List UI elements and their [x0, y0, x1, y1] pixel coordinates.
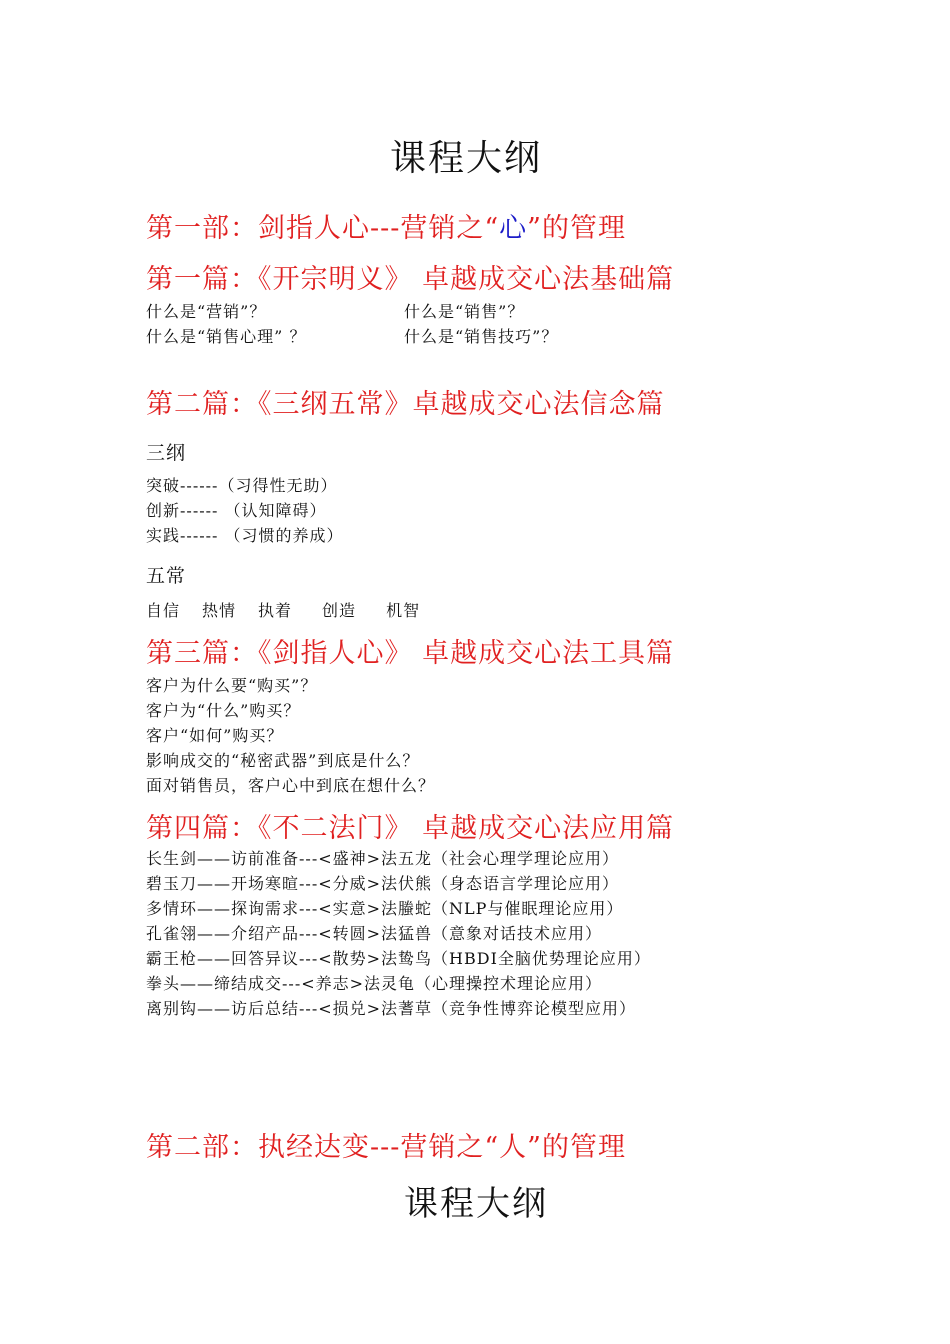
list-item: 长生剑——访前准备---<盛神>法五龙（社会心理学理论应用） [146, 849, 620, 868]
list-item: 霸王枪——回答异议---<散势>法鸷鸟（HBDI全脑优势理论应用） [146, 949, 651, 968]
chapter-three-list [146, 673, 435, 798]
list-item: 碧玉刀——开场寒暄---<分威>法伏熊（身态语言学理论应用） [146, 874, 620, 893]
list-item: 客户为“什么”购买？ [146, 701, 301, 720]
chapter-two-heading: 第二篇：《三纲五常》卓越成交心法信念篇 [146, 389, 665, 420]
wuchang-item: 机智 [386, 601, 421, 620]
wuchang-label: 五常 [146, 565, 187, 587]
list-item: 孔雀翎——介绍产品---<转圆>法猛兽（意象对话技术应用） [146, 924, 603, 943]
list-item: 面对销售员，客户心中到底在想什么？ [146, 776, 436, 795]
wuchang-list [146, 598, 442, 623]
part-one-highlight: 心 [499, 213, 528, 244]
list-item: 离别钩——访后总结---<损兑>法蓍草（竞争性博弈论模型应用） [146, 999, 637, 1018]
sangang-label: 三纲 [146, 442, 187, 464]
chapter-one-heading: 第一篇：《开宗明义》 卓越成交心法基础篇 [146, 264, 675, 295]
sangang-item: 实践------ （习惯的养成） [146, 526, 344, 545]
wuchang-item: 创造 [322, 601, 357, 620]
part-one-prefix: 第一部：剑指人心---营销之“ [146, 213, 500, 244]
chapter-three-heading: 第三篇：《剑指人心》 卓越成交心法工具篇 [146, 638, 675, 669]
part-two-heading: 第二部：执经达变---营销之“人”的管理 [146, 1132, 626, 1163]
list-item: 拳头——缔结成交---<养志>法灵龟（心理操控术理论应用） [146, 974, 603, 993]
chapter-four-heading: 第四篇：《不二法门》 卓越成交心法应用篇 [146, 813, 675, 844]
question-marketing: 什么是“营销”？ [146, 302, 267, 321]
part-one-suffix: ”的管理 [527, 213, 626, 244]
wuchang-item: 执着 [258, 601, 293, 620]
chapter-four-list [146, 846, 651, 1021]
question-sales-skills: 什么是“销售技巧”？ [404, 327, 559, 346]
wuchang-item: 热情 [202, 601, 237, 620]
list-item: 客户为什么要“购买”？ [146, 676, 318, 695]
page-title: 课程大纲 [390, 138, 543, 179]
sangang-item: 创新------ （认知障碍） [146, 501, 327, 520]
sangang-list [146, 473, 344, 548]
page-title-bottom: 课程大纲 [404, 1184, 548, 1224]
question-sales: 什么是“销售”？ [404, 302, 525, 321]
list-item: 影响成交的“秘密武器”到底是什么？ [146, 751, 420, 770]
list-item: 客户“如何”购买？ [146, 726, 284, 745]
sangang-item: 突破------（习得性无助） [146, 476, 338, 495]
list-item: 多情环——探询需求---<实意>法螣蛇（NLP与催眠理论应用） [146, 899, 624, 918]
question-sales-psychology: 什么是“销售心理” ？ [146, 327, 307, 346]
part-one-heading [146, 206, 626, 245]
wuchang-item: 自信 [146, 601, 181, 620]
